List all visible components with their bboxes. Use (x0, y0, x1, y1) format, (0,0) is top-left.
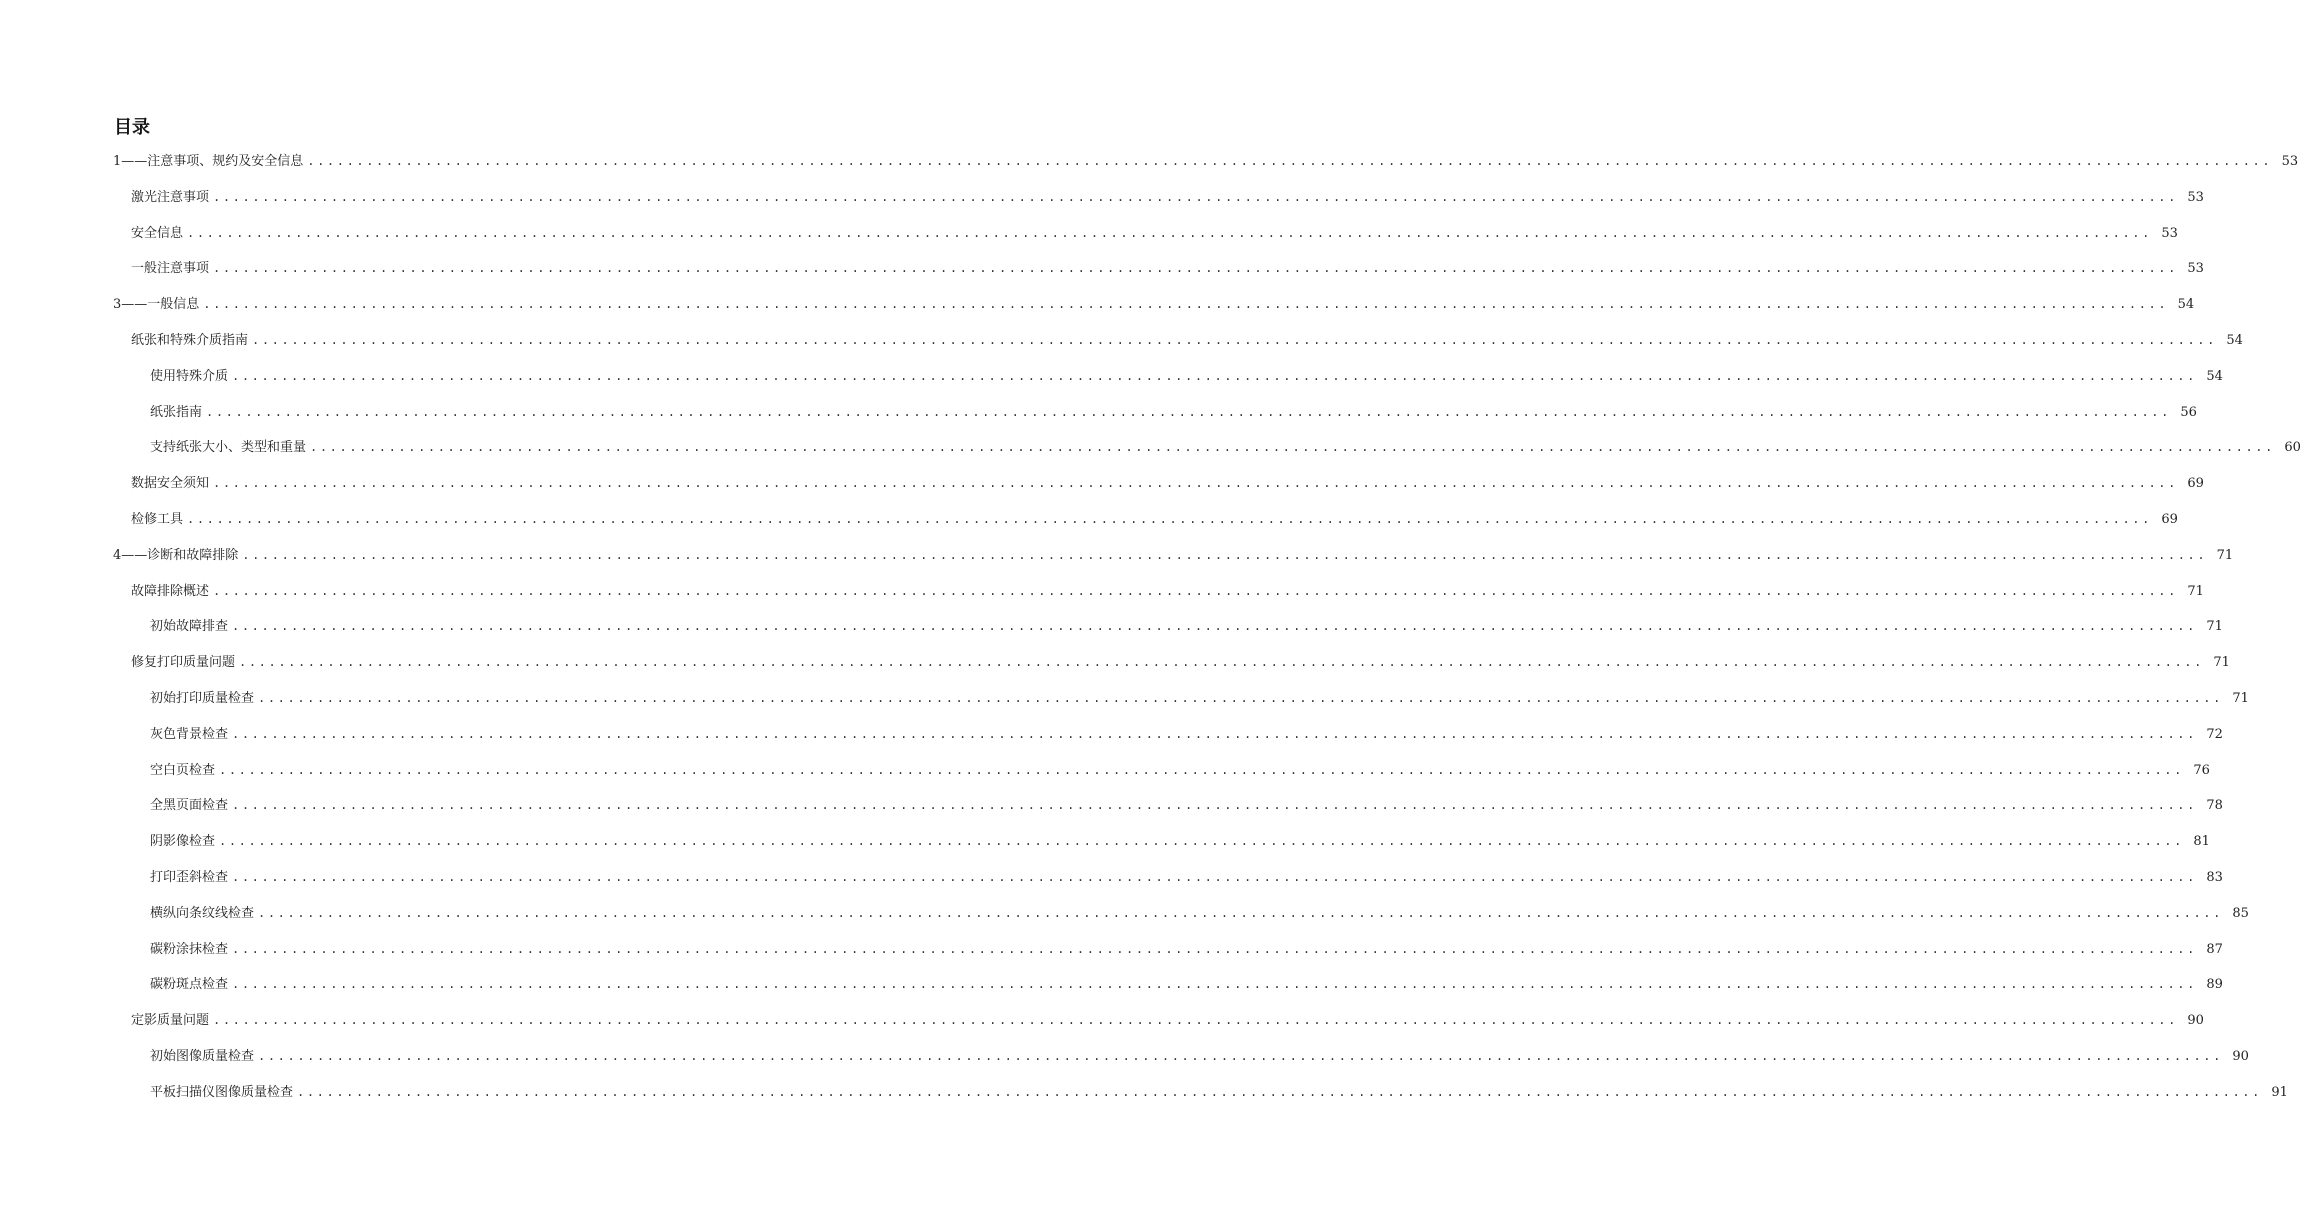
toc-entry-page: 71 (2187, 583, 2204, 599)
toc-leader-dots: ........................................................................................................................................................................................................ (232, 941, 2197, 956)
toc-entry-page: 76 (2193, 762, 2210, 778)
toc-entry-page: 71 (2232, 691, 2249, 706)
toc-entry-title: 打印歪斜检查 (150, 870, 229, 885)
toc-entry-title: 纸张和特殊介质指南 (131, 333, 249, 348)
toc-entry-page: 89 (2206, 977, 2223, 993)
toc-entry-title: 空白页检查 (150, 762, 216, 778)
toc-entry-page: 90 (2187, 1013, 2204, 1029)
toc-leader-dots: ........................................................................................................................................................................................................ (206, 404, 2171, 419)
toc-entry[interactable] (0, 895, 2249, 931)
toc-entry-title: 1——注意事项、规约及安全信息 (113, 154, 304, 169)
toc-entry-title: 碳粉涂抹检查 (150, 941, 229, 957)
toc-entry-page: 72 (2206, 726, 2223, 742)
toc-leader-dots: ........................................................................................................................................................................................................ (213, 1013, 2178, 1028)
toc-entry[interactable] (0, 215, 2178, 251)
toc-leader-dots: ........................................................................................................................................................................................................ (242, 547, 2208, 562)
toc-leader-dots: ........................................................................................................................................................................................................ (232, 368, 2197, 383)
toc-entry-title: 支持纸张大小、类型和重量 (150, 440, 307, 456)
toc-leader-dots: ........................................................................................................................................................................................................ (232, 726, 2197, 741)
toc-entry-page: 60 (2284, 440, 2301, 456)
toc-entry-title: 修复打印质量问题 (131, 655, 236, 671)
toc-entry-page: 81 (2193, 834, 2210, 850)
toc-entry-title: 初始打印质量检查 (150, 691, 255, 706)
toc-entry[interactable] (0, 358, 2223, 394)
toc-entry[interactable] (0, 608, 2223, 644)
toc-entry-page: 78 (2206, 798, 2223, 814)
toc-leader-dots: ........................................................................................................................................................................................................ (187, 512, 2152, 526)
toc-leader-dots: ........................................................................................................................................................................................................ (258, 691, 2223, 705)
toc-entry-title: 激光注意事项 (131, 189, 210, 205)
toc-entry[interactable] (0, 859, 2223, 895)
toc-entry-page: 53 (2187, 189, 2204, 205)
toc-entry-title: 定影质量问题 (131, 1013, 210, 1029)
toc-entry-title: 3——一般信息 (113, 297, 200, 313)
toc-entry-title: 横纵向条纹线检查 (150, 905, 255, 921)
toc-entry-page: 90 (2232, 1049, 2249, 1064)
toc-leader-dots: ........................................................................................................................................................................................................ (213, 189, 2178, 204)
toc-entry-page: 53 (2161, 225, 2178, 241)
toc-entry-page: 87 (2206, 941, 2223, 957)
toc-leader-dots: ........................................................................................................................................................................................................ (219, 762, 2184, 777)
toc-leader-dots: ........................................................................................................................................................................................................ (258, 1049, 2223, 1063)
toc-entry-title: 数据安全须知 (131, 476, 210, 492)
toc-entry-page: 83 (2206, 870, 2223, 885)
toc-leader-dots: ........................................................................................................................................................................................................ (232, 798, 2197, 813)
toc-leader-dots: ........................................................................................................................................................................................................ (239, 655, 2204, 670)
toc-entry-page: 53 (2281, 154, 2299, 169)
toc-leader-dots: ........................................................................................................................................................................................................ (252, 333, 2217, 347)
toc-leader-dots: ........................................................................................................................................................................................................ (310, 440, 2275, 455)
toc-entry[interactable] (0, 1002, 2204, 1038)
toc-entry[interactable] (0, 501, 2178, 537)
toc-leader-dots: ........................................................................................................................................................................................................ (232, 977, 2197, 992)
toc-entry[interactable] (0, 322, 2243, 358)
toc-entry-page: 56 (2180, 404, 2197, 420)
toc-entry-title: 初始故障排查 (150, 619, 229, 635)
toc-entry[interactable] (0, 465, 2204, 501)
toc-entry-title: 灰色背景检查 (150, 726, 229, 742)
toc-entry-page: 71 (2213, 655, 2230, 671)
toc-entry-page: 71 (2206, 619, 2223, 635)
toc-entry[interactable] (0, 716, 2223, 752)
toc-title: 目录 (114, 117, 150, 138)
toc-entry[interactable] (0, 394, 2197, 430)
toc-entry-title: 碳粉斑点检查 (150, 977, 229, 993)
toc-leader-dots: ........................................................................................................................................................................................................ (187, 225, 2152, 240)
toc-entry[interactable] (0, 644, 2230, 680)
toc-leader-dots: ........................................................................................................................................................................................................ (213, 261, 2178, 276)
toc-entry-title: 4——诊断和故障排除 (113, 547, 239, 563)
toc-leader-dots: ........................................................................................................................................................................................................ (232, 870, 2197, 884)
toc-leader-dots: ........................................................................................................................................................................................................ (203, 297, 2169, 312)
toc-entry-title: 检修工具 (131, 512, 184, 527)
toc-leader-dots: ........................................................................................................................................................................................................ (213, 583, 2178, 598)
toc-entry[interactable] (0, 1074, 2288, 1110)
toc-entry-title: 初始图像质量检查 (150, 1049, 255, 1064)
toc-entry-title: 故障排除概述 (131, 583, 210, 599)
toc-entry-title: 平板扫描仪图像质量检查 (150, 1084, 294, 1100)
toc-leader-dots: ........................................................................................................................................................................................................ (258, 905, 2223, 920)
toc-entry[interactable] (0, 787, 2223, 823)
toc-entry-title: 阴影像检查 (150, 834, 216, 850)
toc-entry[interactable] (0, 966, 2223, 1002)
toc-entry-title: 全黑页面检查 (150, 798, 229, 814)
toc-entry[interactable] (0, 143, 2299, 179)
toc-entry-page: 54 (2206, 368, 2223, 384)
toc-entry-page: 54 (2226, 333, 2243, 348)
toc-leader-dots: ........................................................................................................................................................................................................ (307, 154, 2273, 168)
toc-entry-title: 一般注意事项 (131, 261, 210, 277)
toc-entry[interactable] (0, 1038, 2249, 1074)
toc-leader-dots: ........................................................................................................................................................................................................ (232, 619, 2197, 634)
toc-entry-title: 纸张指南 (150, 404, 203, 420)
toc-entry[interactable] (0, 752, 2210, 788)
toc-entry-title: 安全信息 (131, 225, 184, 241)
toc-leader-dots: ........................................................................................................................................................................................................ (219, 834, 2184, 849)
toc-entry[interactable] (0, 573, 2204, 609)
toc-entry[interactable] (0, 680, 2249, 716)
toc-leader-dots: ........................................................................................................................................................................................................ (297, 1084, 2262, 1099)
toc-entry-title: 使用特殊介质 (150, 368, 229, 384)
toc-entry[interactable] (0, 931, 2223, 967)
toc-entry-page: 71 (2216, 547, 2234, 563)
toc-entry-page: 69 (2187, 476, 2204, 492)
toc-entry[interactable] (0, 179, 2204, 215)
toc-entry-page: 54 (2177, 297, 2195, 313)
toc-entry[interactable] (0, 429, 2301, 465)
toc-leader-dots: ........................................................................................................................................................................................................ (213, 476, 2178, 491)
toc-entry-page: 91 (2271, 1084, 2288, 1100)
toc-entry-page: 85 (2232, 905, 2249, 921)
toc-entry[interactable] (0, 823, 2210, 859)
toc-entry[interactable] (0, 537, 2234, 573)
toc-entry-page: 53 (2187, 261, 2204, 277)
toc-entry[interactable] (0, 286, 2195, 322)
toc-entry[interactable] (0, 250, 2204, 286)
toc-entry-page: 69 (2161, 512, 2178, 527)
